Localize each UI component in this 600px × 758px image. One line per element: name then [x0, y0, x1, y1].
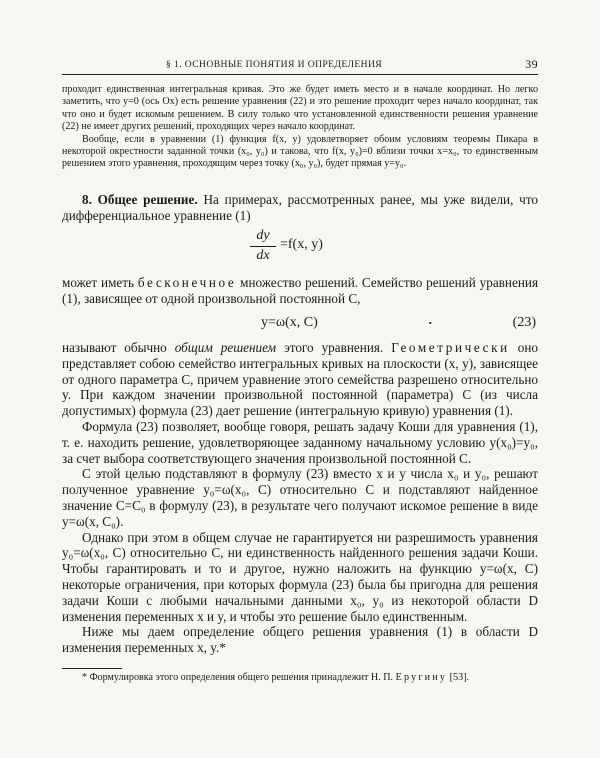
definition-lead-paragraph: Ниже мы даем определение общего решения уравнения (1) в области D изменения переменных x, y.* [62, 624, 538, 656]
footnote [62, 672, 538, 685]
footnote-author: Еругину [395, 671, 448, 683]
small-print-block [62, 84, 538, 171]
differential-equation-formula [62, 226, 538, 270]
infinite-solutions-paragraph [62, 275, 538, 307]
fraction-denominator: dx [256, 248, 270, 264]
section-8-heading: 8. Общее решение. [82, 191, 198, 207]
section-title: § 1. ОСНОВНЫЕ ПОНЯТИЯ И ОПРЕДЕЛЕНИЯ [166, 59, 383, 70]
small-paragraph-1: проходит единственная интегральная кривая. Это же будет иметь место и в начале координат. Но легко заметить, что y=0 (ось Ox) есть решение уравнения (22) и это решение проходит через начало координат, так что оно и будет искомым решением. В силу только что установленной единственности решения уравнение (22) не имеет других решений, проходящих через начало координат. [62, 84, 538, 133]
substitution-paragraph: С этой целью подставляют в формулу (23) вместо x и y числа x₀ и y₀, решают полученное уравнение y₀=ω(x₀, C) относительно C и подставляют найденное значение C=C₀ в формулу (23), в результате чего получают искомое решение в виде y=ω(x, C₀). [62, 466, 538, 529]
formula-dot: . [428, 308, 433, 329]
infinite-lead: может иметь [62, 275, 135, 291]
book-page [62, 56, 538, 695]
section-8-intro-text: На примерах, рассмотренных ранее, мы уже видели, что дифференциальное уравнение (1) [62, 191, 538, 223]
equation-number: (23) [512, 315, 536, 331]
fraction-numerator: dy [256, 228, 270, 244]
infinite-rest: множество решений. Семейство решений уравнения (1), зависящее от одной произвольной постоянной C, [62, 275, 539, 307]
cauchy-problem-paragraph: Формула (23) позволяет, вообще говоря, решать задачу Коши для уравнения (1), т. е. находить решение, удовлетворяющее заданному начальному условию y(x₀)=y₀, за счет выбора соответствующего значения произвольной постоянной C. [62, 419, 538, 466]
general-solution-expression: y=ω(x, C) [261, 315, 318, 331]
uniqueness-paragraph: Однако при этом в общем случае не гарантируется ни разрешимость уравнения y₀=ω(x₀, C) относительно C, ни единственность найденного решения задачи Коши. Чтобы гарантировать и то и другое, нужно наложить на функцию y=ω(x, C) некоторые ограничения, при которых формула (23) была бы пригодна для решения задачи Коши с любыми начальными данными x₀, y₀ из некоторой области D изменения переменных x и y, и чтобы это решение было единственным. [62, 529, 538, 624]
infinite-spaced-word: бесконечное [137, 275, 237, 291]
fraction-bar [250, 246, 276, 247]
small-paragraph-2: Вообще, если в уравнении (1) функция f(x, y) удовлетворяет обоим условиям теоремы Пикара в некоторой окрестности заданной точки (x₀, y₀) и такова, что f(x, y₀)=0 вблизи точки x=x₀, то единственным решением этого уравнения, проходящим через точку (x₀, y₀), будет прямая y=y₀. [62, 133, 538, 170]
footnote-divider [62, 668, 122, 669]
fraction-dy-dx [250, 228, 276, 265]
general-solution-definition-paragraph [62, 340, 538, 419]
section-8-intro [62, 192, 538, 224]
formula-right-side: =f(x, y) [280, 237, 323, 253]
named-rest: оно представляет собою семейство интегральных кривых на плоскости (x, y), зависящее от одного параметра C, причем уравнение этого семейства разрешено относительно y. При каждом значении произвольной постоянной (параметра) C (из числа допустимых) формула (23) дает решение (интегральную кривую) уравнения (1). [62, 340, 538, 419]
general-solution-formula [62, 308, 538, 337]
geometric-spaced-word: Геометрически [391, 340, 510, 356]
main-text [62, 192, 538, 656]
page-number: 39 [525, 57, 538, 71]
running-header [62, 56, 538, 75]
footnote-lead: * Формулировка этого определения общего решения принадлежит Н. П. [82, 671, 394, 683]
named-mid: этого уравнения. [284, 340, 384, 356]
general-solution-term: общим решением [174, 340, 277, 356]
footnote-reference: [53]. [449, 671, 470, 683]
named-lead: называют обычно [62, 340, 167, 356]
